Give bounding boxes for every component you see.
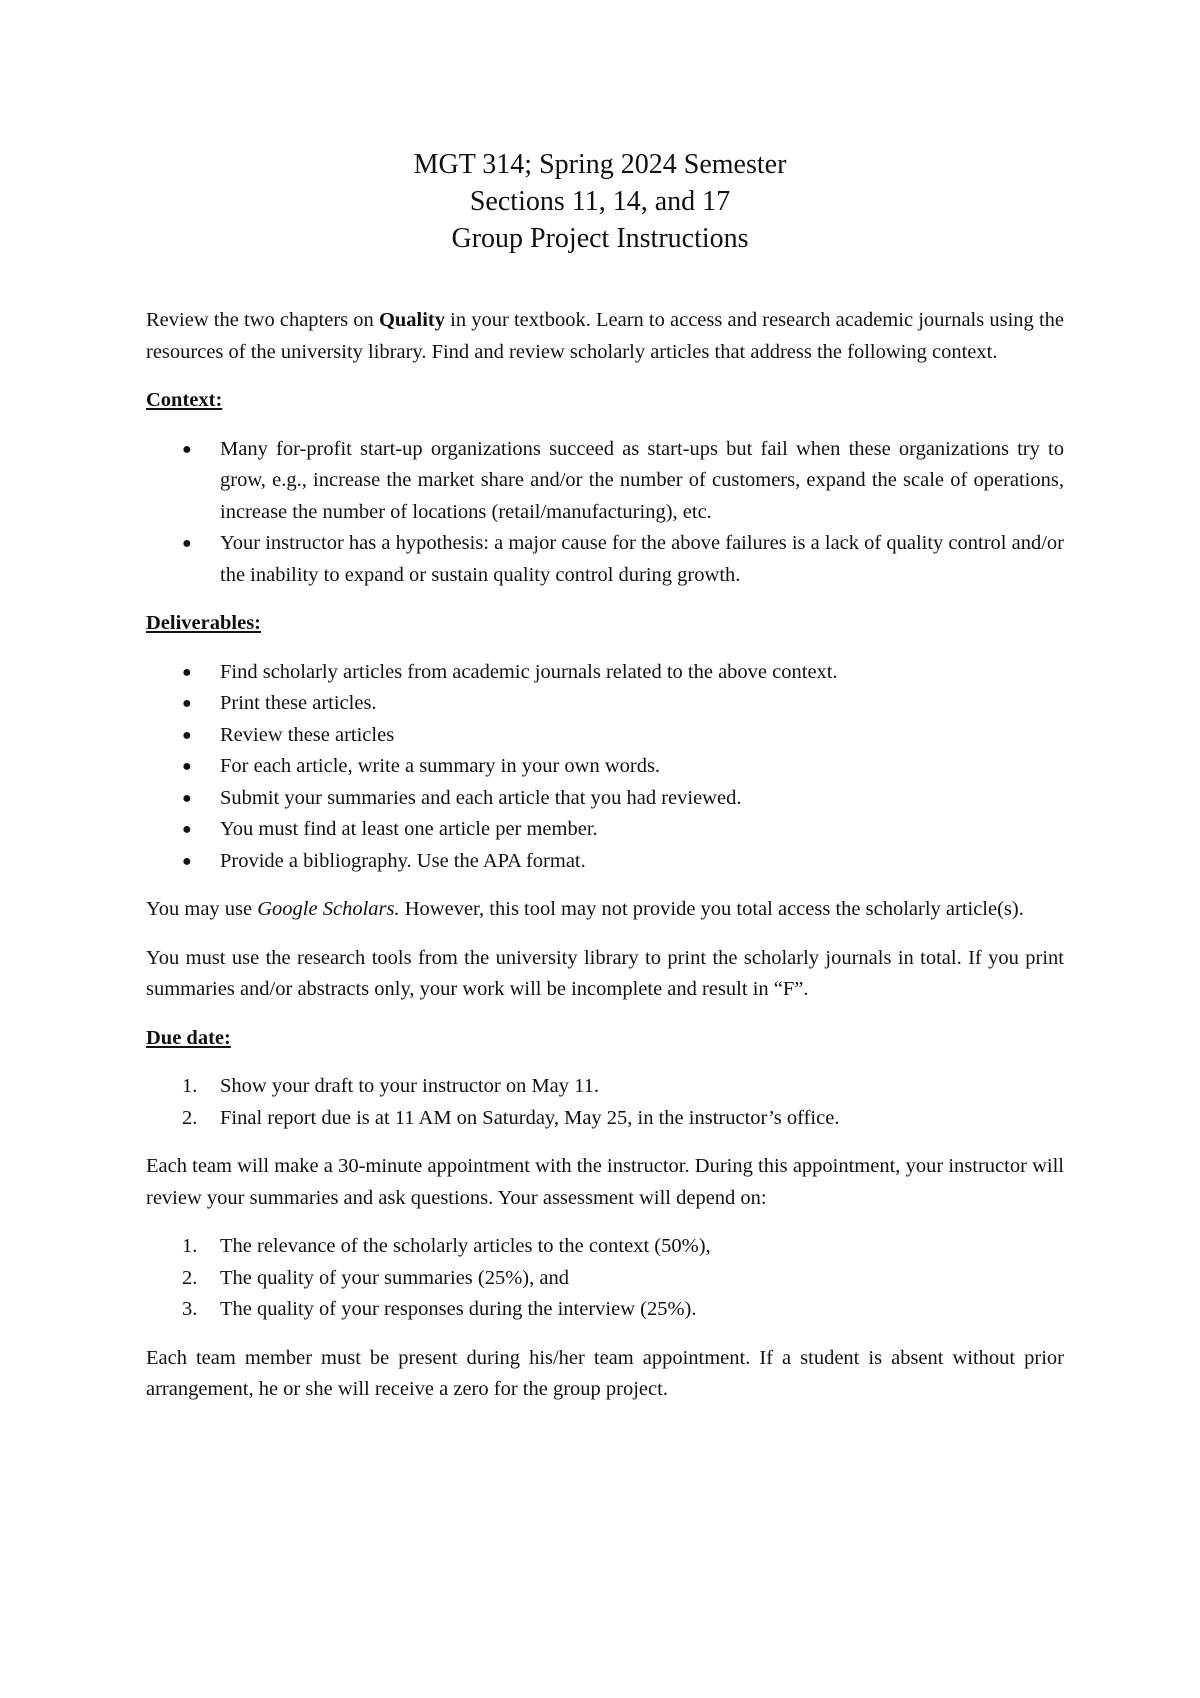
bullet-icon: ●	[182, 663, 192, 681]
due-date-list	[146, 1071, 1064, 1134]
bullet-icon: ●	[182, 852, 192, 870]
bullet-icon: ●	[182, 726, 192, 744]
title-course: MGT 314; Spring 2024 Semester	[413, 149, 787, 180]
list-item: 2. The quality of your summaries (25%), and	[146, 1263, 1064, 1295]
list-number: 2.	[182, 1266, 198, 1289]
list-item: ● Your instructor has a hypothesis: a major cause for the above failures is a lack of quality control and/or the inability to expand or sustain quality control during growth.	[146, 528, 1064, 591]
list-item: ● Find scholarly articles from academic journals related to the above context.	[146, 657, 1064, 689]
list-item: ● Print these articles.	[146, 688, 1064, 720]
list-item: ● You must find at least one article per member.	[146, 814, 1064, 846]
bullet-icon: ●	[182, 440, 192, 458]
title-project: Group Project Instructions	[451, 223, 749, 254]
list-item: 1. Show your draft to your instructor on May 11.	[146, 1071, 1064, 1103]
bullet-icon: ●	[182, 758, 192, 775]
quality-emphasis: Quality	[378, 309, 446, 331]
list-number: 1.	[182, 1075, 198, 1097]
context-heading: Context:	[146, 389, 223, 411]
assessment-intro: Each team will make a 30-minute appointment with the instructor. During this appointment, your instructor will review your summaries and ask questions. Your assessment will depend on:	[146, 1155, 1064, 1209]
closing-paragraph: Each team member must be present during his/her team appointment. If a student is absent without prior arrangement, he or she will receive a zero for the group project.	[146, 1346, 1064, 1400]
context-list	[146, 434, 1064, 592]
bullet-icon: ●	[182, 821, 192, 838]
document-body	[146, 305, 1064, 1423]
deliverables-heading: Deliverables:	[146, 612, 261, 634]
list-number: 2.	[182, 1106, 198, 1129]
bullet-icon: ●	[182, 695, 192, 712]
assessment-list	[146, 1231, 1064, 1326]
list-item: ● Many for-profit start-up organizations succeed as start-ups but fail when these organizations try to grow, e.g., increase the market share and/or the number of customers, expand the scale of operations, increase the number of locations (retail/manufacturing), etc.	[146, 434, 1064, 529]
bullet-icon: ●	[182, 789, 192, 807]
list-number: 1.	[182, 1235, 198, 1257]
list-item: 2. Final report due is at 11 AM on Saturday, May 25, in the instructor’s office.	[146, 1103, 1064, 1135]
list-item: ● Review these articles	[146, 720, 1064, 752]
due-date-heading: Due date:	[146, 1026, 231, 1049]
google-scholars-emphasis: Google Scholars.	[257, 898, 400, 920]
list-item: 3. The quality of your responses during the interview (25%).	[146, 1294, 1064, 1326]
intro-paragraph: Review the two chapters on Quality in your textbook. Learn to access and research academic journals using the resources of the university library. Find and review scholarly articles that address the following context.	[146, 309, 1064, 363]
deliverables-list	[146, 657, 1064, 878]
bullet-icon: ●	[182, 535, 192, 552]
list-item: ● Submit your summaries and each article that you had reviewed.	[146, 783, 1064, 815]
list-item: ● For each article, write a summary in your own words.	[146, 751, 1064, 783]
library-note: You must use the research tools from the university library to print the scholarly journals in total. If you print summaries and/or abstracts only, your work will be incomplete and result in “F”.	[146, 946, 1064, 1000]
list-item: 1. The relevance of the scholarly articles to the context (50%),	[146, 1231, 1064, 1263]
google-scholar-note: You may use Google Scholars. However, this tool may not provide you total access the scholarly article(s).	[146, 898, 1024, 920]
list-item: ● Provide a bibliography. Use the APA format.	[146, 846, 1064, 878]
list-number: 3.	[182, 1298, 198, 1320]
document-title	[0, 146, 1200, 257]
title-sections: Sections 11, 14, and 17	[469, 186, 731, 217]
